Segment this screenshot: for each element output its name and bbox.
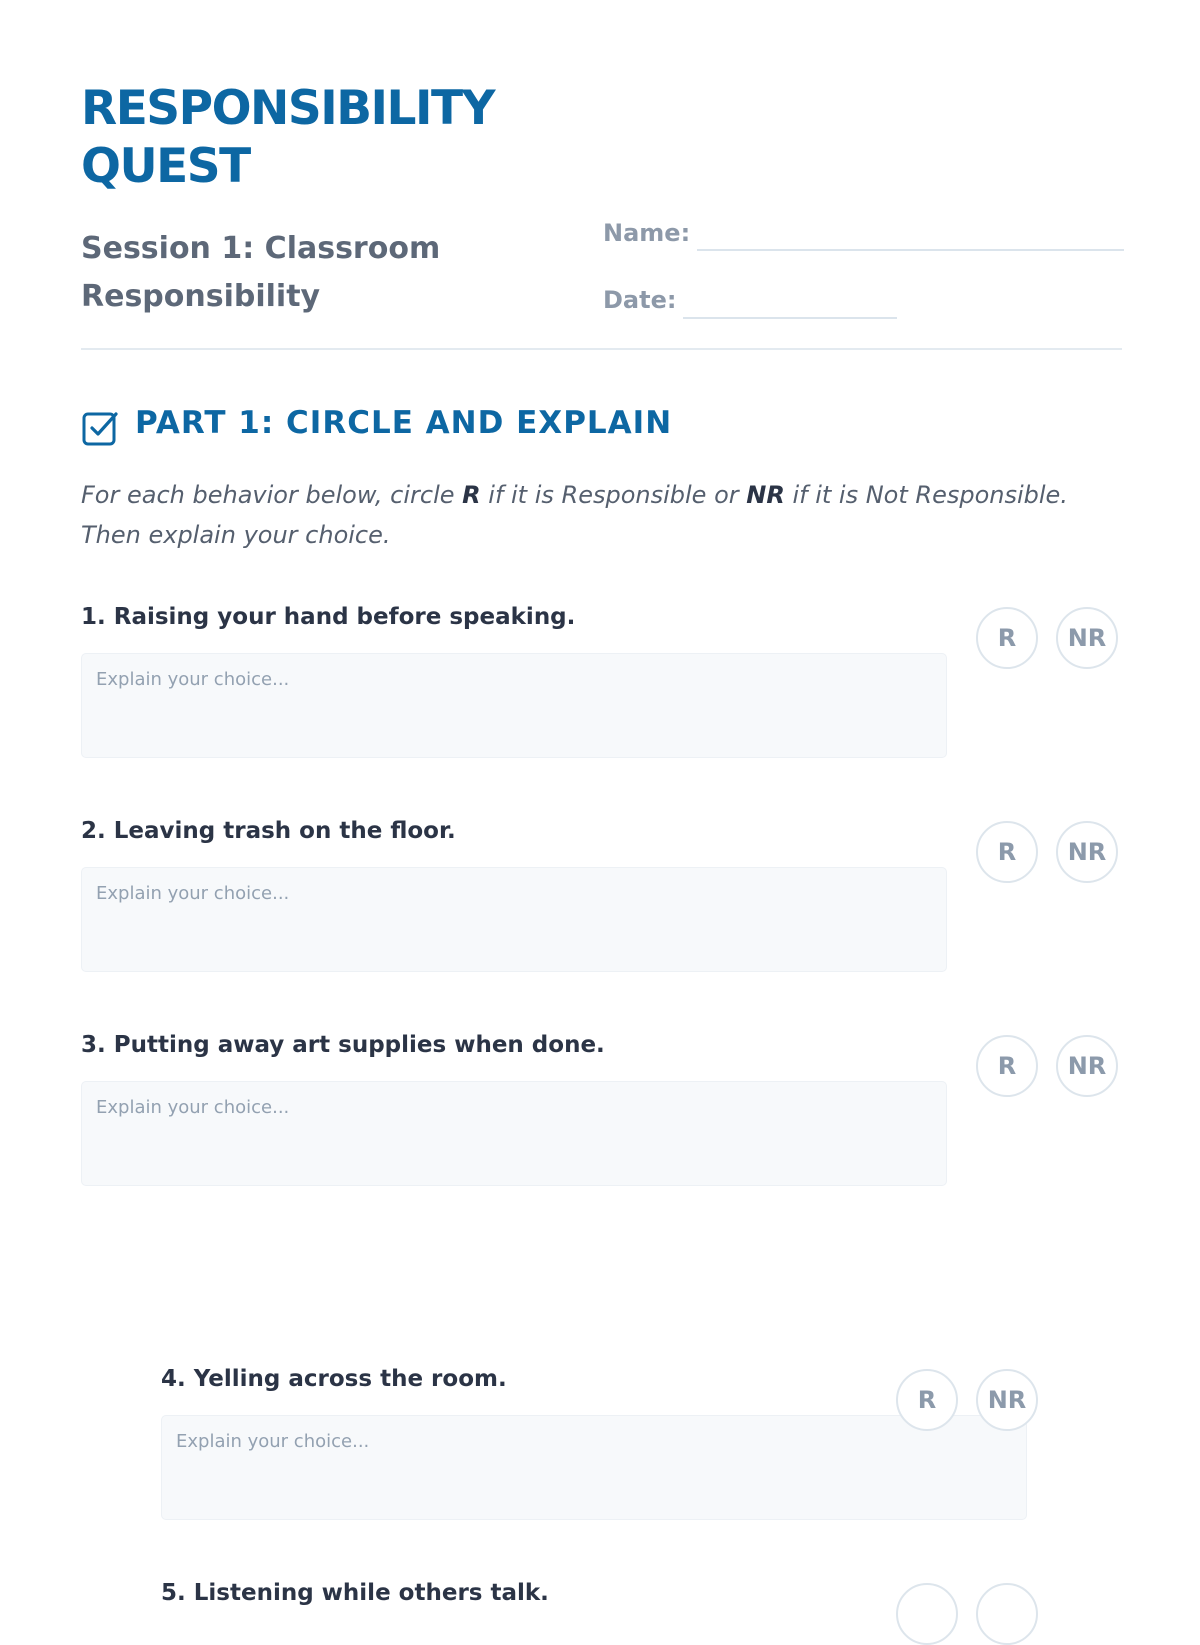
date-field[interactable] — [683, 317, 897, 319]
session-subtitle — [81, 225, 441, 321]
subtitle-line-1: Session 1: Classroom — [81, 231, 441, 266]
answer-box-1[interactable] — [81, 653, 947, 758]
option-nr-button-4[interactable]: NR — [976, 1369, 1038, 1431]
title-line-1: RESPONSIBILITY — [81, 81, 495, 136]
checkbox-icon — [82, 410, 118, 446]
option-r-button-2[interactable]: R — [976, 821, 1038, 883]
question-3-text: 3. Putting away art supplies when done. — [81, 1032, 605, 1058]
question-5-text: 5. Listening while others talk. — [161, 1580, 549, 1606]
answer-box-3[interactable] — [81, 1081, 947, 1186]
option-r-button-1[interactable]: R — [976, 607, 1038, 669]
subtitle-line-2: Responsibility — [81, 279, 321, 314]
option-nr-button-5[interactable] — [976, 1583, 1038, 1645]
option-r-button-4[interactable]: R — [896, 1369, 958, 1431]
answer-placeholder: Explain your choice... — [96, 1097, 290, 1118]
instr-r: R — [462, 481, 481, 509]
instructions — [81, 475, 1141, 555]
option-nr-button-1[interactable]: NR — [1056, 607, 1118, 669]
name-label: Name: — [603, 219, 691, 247]
title-line-2: QUEST — [81, 139, 250, 194]
date-label: Date: — [603, 286, 677, 314]
answer-box-2[interactable] — [81, 867, 947, 972]
answer-placeholder: Explain your choice... — [96, 669, 290, 690]
worksheet-title — [81, 80, 601, 196]
answer-placeholder: Explain your choice... — [176, 1431, 370, 1452]
option-nr-button-2[interactable]: NR — [1056, 821, 1118, 883]
option-r-button-5[interactable] — [896, 1583, 958, 1645]
instr-post: if it is Not Responsible. — [784, 481, 1068, 509]
question-4-text: 4. Yelling across the room. — [161, 1366, 507, 1392]
header-divider — [81, 348, 1122, 350]
answer-box-4[interactable] — [161, 1415, 1027, 1520]
question-2-text: 2. Leaving trash on the floor. — [81, 818, 456, 844]
answer-placeholder: Explain your choice... — [96, 883, 290, 904]
instr-nr: NR — [746, 481, 785, 509]
instr-mid: if it is Responsible or — [480, 481, 747, 509]
part-1-title: PART 1: CIRCLE AND EXPLAIN — [135, 405, 673, 441]
instr-line-2: Then explain your choice. — [81, 521, 391, 549]
question-1-text: 1. Raising your hand before speaking. — [81, 604, 576, 630]
option-nr-button-3[interactable]: NR — [1056, 1035, 1118, 1097]
option-r-button-3[interactable]: R — [976, 1035, 1038, 1097]
instr-pre: For each behavior below, circle — [81, 481, 463, 509]
name-field[interactable] — [697, 249, 1124, 251]
